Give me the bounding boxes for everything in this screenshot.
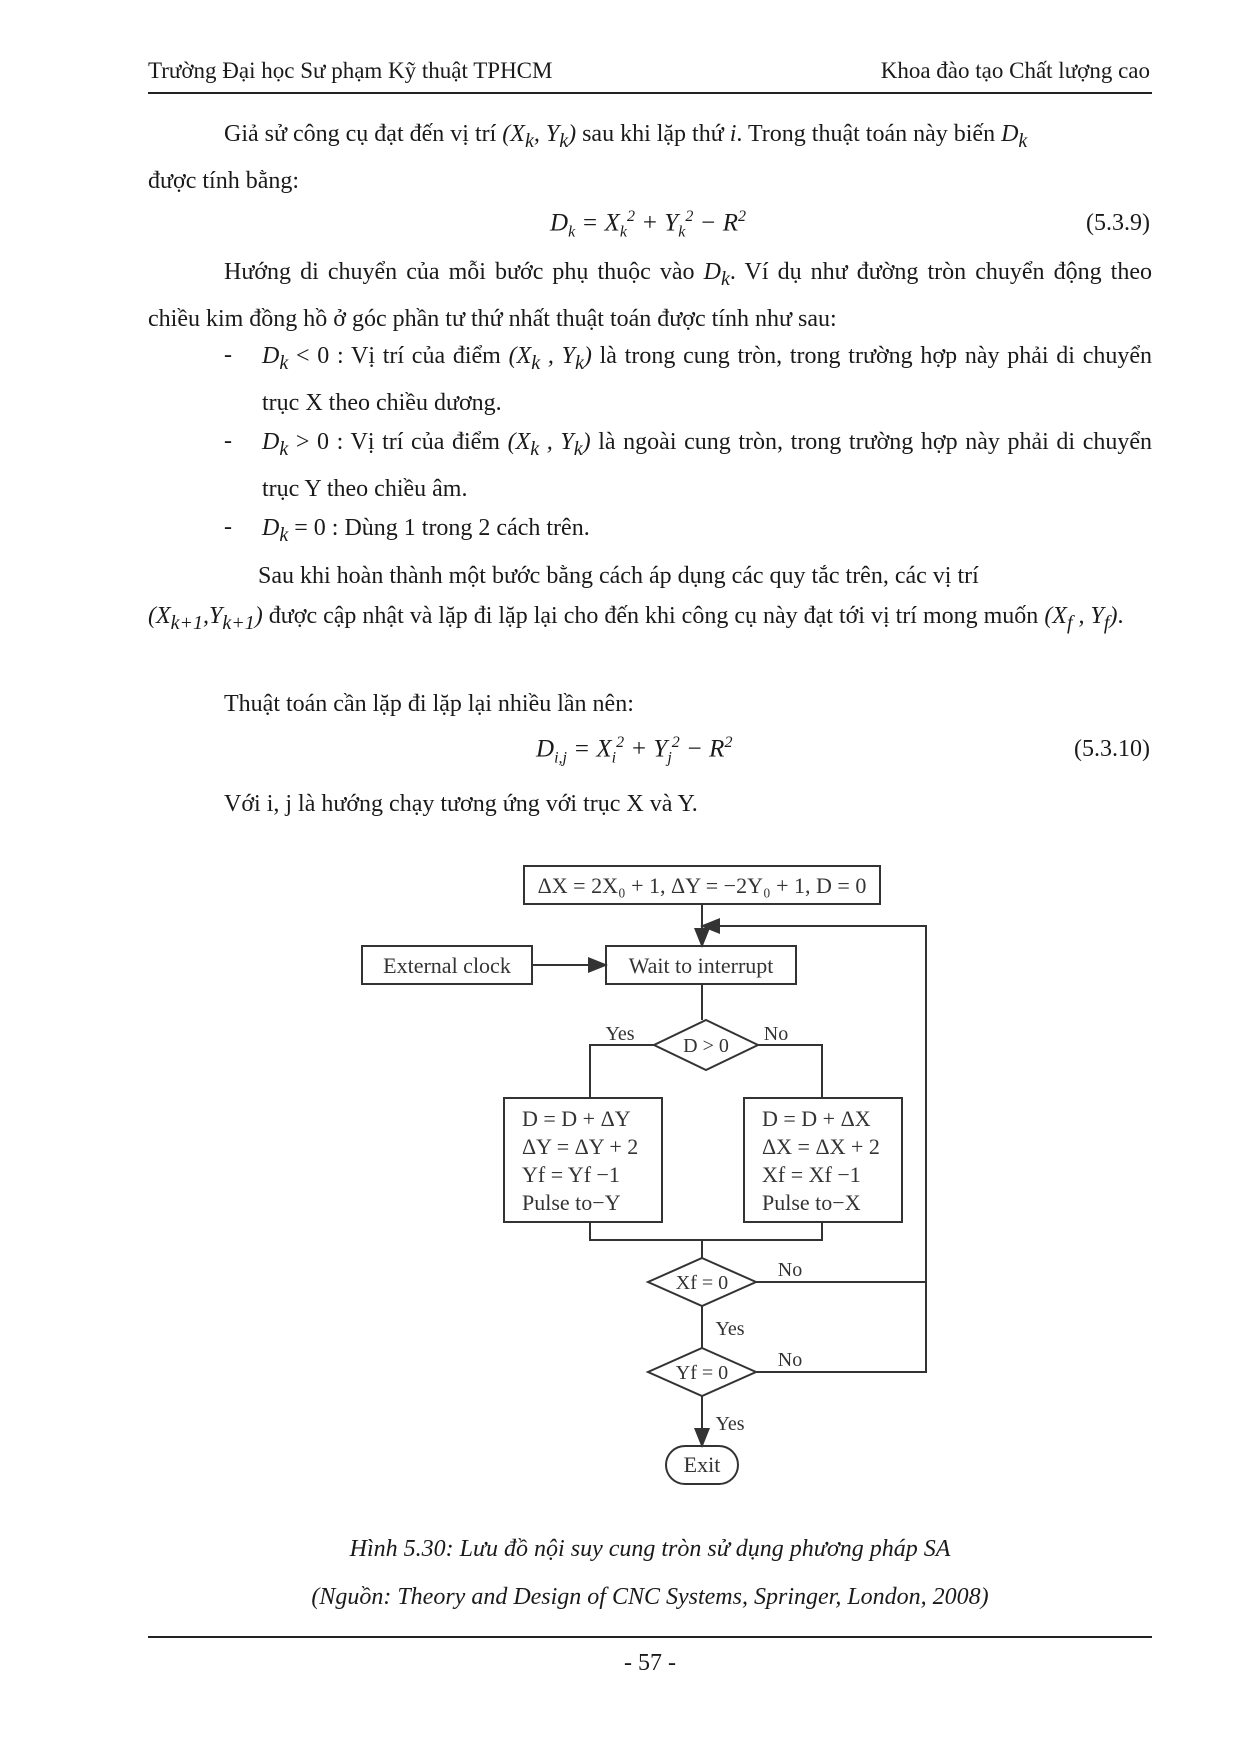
- right-box-line-2: ΔX = ΔX + 2: [762, 1134, 880, 1159]
- bullet-dash-3: -: [224, 514, 232, 540]
- wait-label: Wait to interrupt: [628, 953, 774, 978]
- figure-source: (Nguồn: Theory and Design of CNC Systems, Springer, London, 2008): [311, 1584, 989, 1610]
- init-label: ΔX = 2X₀ + 1, ΔY = −2Y₀ + 1, D = 0: [537, 873, 867, 898]
- decision-yf-no: No: [777, 1349, 803, 1371]
- equation-number-2: (5.3.10): [1074, 736, 1150, 762]
- right-box-line-1: D = D + ΔX: [762, 1106, 871, 1131]
- external-clock-label: External clock: [383, 953, 511, 978]
- equation-number-1: (5.3.9): [1086, 210, 1150, 236]
- left-box-line-3: Yf = Yf −1: [522, 1162, 620, 1187]
- bullet-dash-2: -: [224, 428, 232, 454]
- right-box-line-4: Pulse to−X: [762, 1190, 861, 1215]
- exit-label: Exit: [683, 1452, 721, 1477]
- figure-caption: Hình 5.30: Lưu đồ nội suy cung tròn sử dụng phương pháp SA: [349, 1536, 951, 1562]
- paragraph-3-cont: $(X_{k+1},Y_{k+1})$ được cập nhật và lặp đi lặp lại cho đến khi công cụ này đạt tới vị trí mong muốn ($X_f$ , $Y_f$).: [148, 603, 1124, 634]
- decision-yf-label: Yf = 0: [675, 1362, 729, 1384]
- decision-xf-label: Xf = 0: [675, 1272, 729, 1294]
- bullet-1: $D_k < 0$ : Vị trí của điểm ($X_k$ , $Y_k$) là trong cung tròn, trong trường hợp này phải di chuyển trục X theo chiều dương.: [262, 343, 1153, 416]
- paragraph-4: Thuật toán cần lặp đi lặp lại nhiều lần nên:: [224, 691, 634, 717]
- equation-5-3-9: $D_k = X_k^2 + Y_k^2 - R^2$: [550, 208, 746, 241]
- decision-d-yes: Yes: [605, 1023, 635, 1045]
- bullet-dash-1: -: [224, 342, 232, 368]
- right-box-line-3: Xf = Xf −1: [762, 1162, 861, 1187]
- bullet-3: $D_k = 0$ : Dùng 1 trong 2 cách trên.: [262, 515, 590, 546]
- decision-yf-yes: Yes: [715, 1413, 745, 1435]
- paragraph-1: Giả sử công cụ đạt đến vị trí ($X_k$, $Y_k$) sau khi lặp thứ i. Trong thuật toán này biến $D_k$ được tính bằng:: [148, 121, 1028, 194]
- paragraph-3: Sau khi hoàn thành một bước bằng cách áp dụng các quy tắc trên, các vị trí: [258, 563, 979, 589]
- left-box-line-2: ΔY = ΔY + 2: [522, 1134, 639, 1159]
- decision-xf-no: No: [777, 1259, 803, 1281]
- paragraph-5: Với i, j là hướng chạy tương ứng với trục X và Y.: [224, 791, 698, 817]
- decision-d-no: No: [763, 1023, 789, 1045]
- footer-rule: [148, 1636, 1152, 1638]
- header-faculty: Khoa đào tạo Chất lượng cao: [880, 58, 1150, 83]
- decision-d-label: D > 0: [683, 1035, 729, 1057]
- header-school: Trường Đại học Sư phạm Kỹ thuật TPHCM: [148, 58, 553, 83]
- page-number: - 57 -: [624, 1650, 676, 1676]
- equation-5-3-10: $D_{i,j} = X_i^2 + Y_j^2 - R^2$: [536, 734, 733, 767]
- paragraph-2: Hướng di chuyển của mỗi bước phụ thuộc vào $D_k$. Ví dụ như đường tròn chuyển động theo chiều kim đồng hồ ở góc phần tư thứ nhất thuật toán được tính như sau:: [148, 259, 1152, 332]
- left-box-line-1: D = D + ΔY: [522, 1106, 631, 1131]
- decision-xf-yes: Yes: [715, 1318, 745, 1340]
- bullet-2: $D_k > 0$ : Vị trí của điểm ($X_k$ , $Y_k$) là ngoài cung tròn, trong trường hợp này phải di chuyển trục Y theo chiều âm.: [262, 429, 1153, 502]
- left-box-line-4: Pulse to−Y: [522, 1190, 621, 1215]
